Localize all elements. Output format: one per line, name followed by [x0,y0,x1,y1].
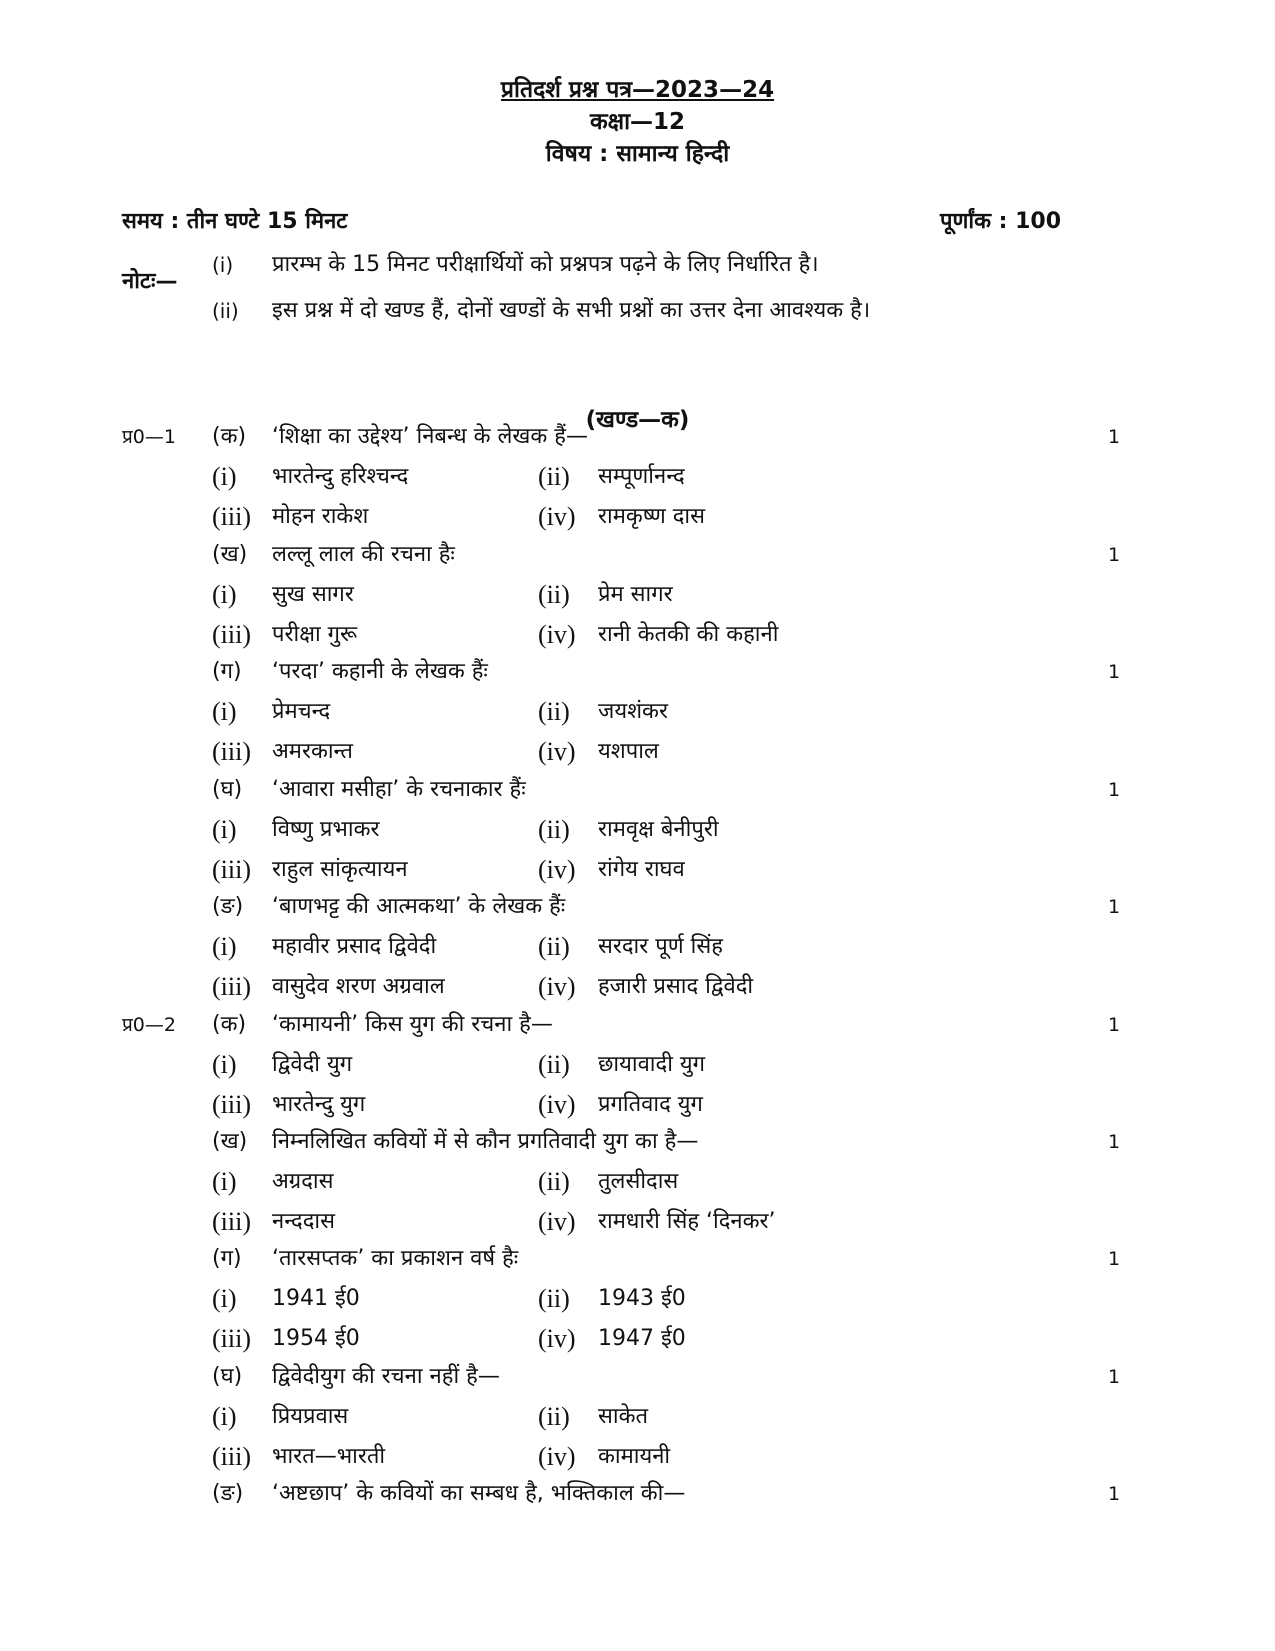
option-number: (iv) [538,620,576,649]
option-number: (i) [212,1284,237,1313]
option-number: (iii) [212,855,251,884]
note-item-text: इस प्रश्न में दो खण्ड हैं, दोनों खण्डों के सभी प्रश्नों का उत्तर देना आवश्यक है। [272,298,871,323]
question-item [0,1006,1275,1044]
option-row [0,810,1275,850]
option-text: 1943 ई0 [598,1286,686,1311]
option-row [0,575,1275,615]
option-text: प्रगतिवाद युग [598,1092,703,1117]
option-text: यशपाल [598,739,659,764]
option-row [0,457,1275,497]
sub-question-label: (ग) [212,1246,242,1271]
option-text: नन्ददास [272,1209,335,1234]
marks-value: 1 [1108,896,1121,918]
question-number: प्र0—1 [122,426,176,448]
sub-question-label: (क) [212,1012,247,1037]
question-item [0,1240,1275,1278]
option-text: छायावादी युग [598,1052,706,1077]
sub-question-label: (ग) [212,659,242,684]
marks-value: 1 [1108,1014,1121,1036]
option-text: वासुदेव शरण अग्रवाल [272,974,445,999]
note-item-number: (ii) [212,299,239,323]
option-text: रांगेय राघव [598,857,685,882]
option-text: रामवृक्ष बेनीपुरी [598,817,719,842]
option-text: भारतेन्दु युग [272,1092,366,1117]
sub-question-label: (ङ) [212,894,244,919]
option-number: (iii) [212,1207,251,1236]
option-number: (ii) [538,1402,570,1431]
option-number: (ii) [538,815,570,844]
option-number: (i) [212,1050,237,1079]
option-row [0,1279,1275,1319]
option-text: सम्पूर्णानन्द [598,464,685,489]
option-number: (i) [212,1402,237,1431]
question-text: ‘अष्टछाप’ के कवियों का सम्बध है, भक्तिकाल की— [272,1481,686,1506]
option-number: (iv) [538,1207,576,1236]
sub-question-label: (क) [212,424,247,449]
marks-value: 1 [1108,1483,1121,1505]
question-text: ‘तारसप्तक’ का प्रकाशन वर्ष हैः [272,1246,519,1271]
option-text: महावीर प्रसाद द्विवेदी [272,934,437,959]
marks-value: 1 [1108,1366,1121,1388]
question-item [0,1358,1275,1396]
option-number: (ii) [538,1050,570,1079]
question-item [0,888,1275,926]
marks-value: 1 [1108,779,1121,801]
note-item-number: (i) [212,253,234,277]
question-number: प्र0—2 [122,1014,176,1036]
option-text: प्रियप्रवास [272,1404,349,1429]
option-text: प्रेमचन्द [272,699,331,724]
option-number: (iv) [538,855,576,884]
marks-value: 1 [1108,1131,1121,1153]
option-row [0,497,1275,537]
question-item [0,536,1275,574]
option-row [0,1397,1275,1437]
option-number: (ii) [538,1167,570,1196]
marks-value: 1 [1108,544,1121,566]
max-marks: पूर्णांक : 100 [940,209,1062,234]
option-text: सरदार पूर्ण सिंह [598,934,723,959]
option-text: कामायनी [598,1444,671,1469]
option-number: (i) [212,932,237,961]
option-number: (iv) [538,972,576,1001]
option-text: जयशंकर [598,699,668,724]
question-item [0,653,1275,691]
option-row [0,1085,1275,1125]
option-number: (i) [212,462,237,491]
question-text: ‘आवारा मसीहा’ के रचनाकार हैंः [272,777,526,802]
option-row [0,967,1275,1007]
question-text: ‘शिक्षा का उद्देश्य’ निबन्ध के लेखक हैं— [272,424,588,449]
question-text: ‘कामायनी’ किस युग की रचना है— [272,1012,553,1037]
question-item [0,1475,1275,1513]
option-row [0,850,1275,890]
question-text: निम्नलिखित कवियों में से कौन प्रगतिवादी युग का है— [272,1129,699,1154]
option-text: प्रेम सागर [598,582,673,607]
option-row [0,1202,1275,1242]
option-text: रामकृष्ण दास [598,504,705,529]
option-text: अमरकान्त [272,739,353,764]
option-number: (iii) [212,1090,251,1119]
option-text: रानी केतकी की कहानी [598,622,779,647]
option-text: सुख सागर [272,582,354,607]
option-text: रामधारी सिंह ‘दिनकर’ [598,1209,776,1234]
option-number: (iii) [212,1324,251,1353]
option-number: (ii) [538,462,570,491]
option-number: (iv) [538,1442,576,1471]
option-text: 1941 ई0 [272,1286,360,1311]
option-number: (i) [212,815,237,844]
sub-question-label: (ख) [212,1129,248,1154]
option-text: मोहन राकेश [272,504,369,529]
option-number: (ii) [538,932,570,961]
option-number: (iv) [538,1090,576,1119]
question-text: ‘परदा’ कहानी के लेखक हैंः [272,659,488,684]
option-text: राहुल सांकृत्यायन [272,857,408,882]
sub-question-label: (ख) [212,542,248,567]
option-row [0,615,1275,655]
option-text: 1947 ई0 [598,1326,686,1351]
question-item [0,418,1275,456]
time-allowed: समय : तीन घण्टे 15 मिनट [122,209,348,234]
option-text: परीक्षा गुरू [272,622,358,647]
option-row [0,1437,1275,1477]
option-number: (iii) [212,737,251,766]
sub-question-label: (घ) [212,1364,243,1389]
option-text: साकेत [598,1404,649,1429]
question-text: लल्लू लाल की रचना हैः [272,542,455,567]
option-text: भारत—भारती [272,1444,386,1469]
marks-value: 1 [1108,661,1121,683]
question-text: ‘बाणभट्ट की आत्मकथा’ के लेखक हैंः [272,894,566,919]
question-item [0,1123,1275,1161]
question-text: द्विवेदीयुग की रचना नहीं है— [272,1364,500,1389]
option-number: (i) [212,580,237,609]
option-number: (iv) [538,502,576,531]
sub-question-label: (ङ) [212,1481,244,1506]
option-row [0,1162,1275,1202]
option-number: (ii) [538,697,570,726]
note-item-text: प्रारम्भ के 15 मिनट परीक्षार्थियों को प्रश्नपत्र पढ़ने के लिए निर्धारित है। [272,252,819,277]
paper-title: प्रतिदर्श प्रश्न पत्र—2023—24 [500,77,775,103]
option-number: (ii) [538,1284,570,1313]
option-number: (iii) [212,502,251,531]
option-text: द्विवेदी युग [272,1052,353,1077]
question-item [0,771,1275,809]
option-text: भारतेन्दु हरिश्चन्द [272,464,409,489]
note-heading: नोटः— [122,269,178,294]
option-row [0,732,1275,772]
option-number: (ii) [538,580,570,609]
class-label: कक्षा—12 [589,109,686,135]
option-text: विष्णु प्रभाकर [272,817,380,842]
marks-value: 1 [1108,1248,1121,1270]
option-text: अग्रदास [272,1169,334,1194]
marks-value: 1 [1108,426,1121,448]
option-number: (iii) [212,1442,251,1471]
option-number: (iv) [538,1324,576,1353]
option-row [0,1045,1275,1085]
option-row [0,1319,1275,1359]
option-row [0,692,1275,732]
option-row [0,927,1275,967]
option-number: (iii) [212,972,251,1001]
option-number: (iv) [538,737,576,766]
option-number: (i) [212,697,237,726]
sub-question-label: (घ) [212,777,243,802]
option-number: (iii) [212,620,251,649]
option-number: (i) [212,1167,237,1196]
option-text: हजारी प्रसाद द्विवेदी [598,974,754,999]
section-heading: (खण्ड—क) [585,407,690,433]
option-text: तुलसीदास [598,1169,679,1194]
option-text: 1954 ई0 [272,1326,360,1351]
subject-label: विषय : सामान्य हिन्दी [545,141,730,167]
